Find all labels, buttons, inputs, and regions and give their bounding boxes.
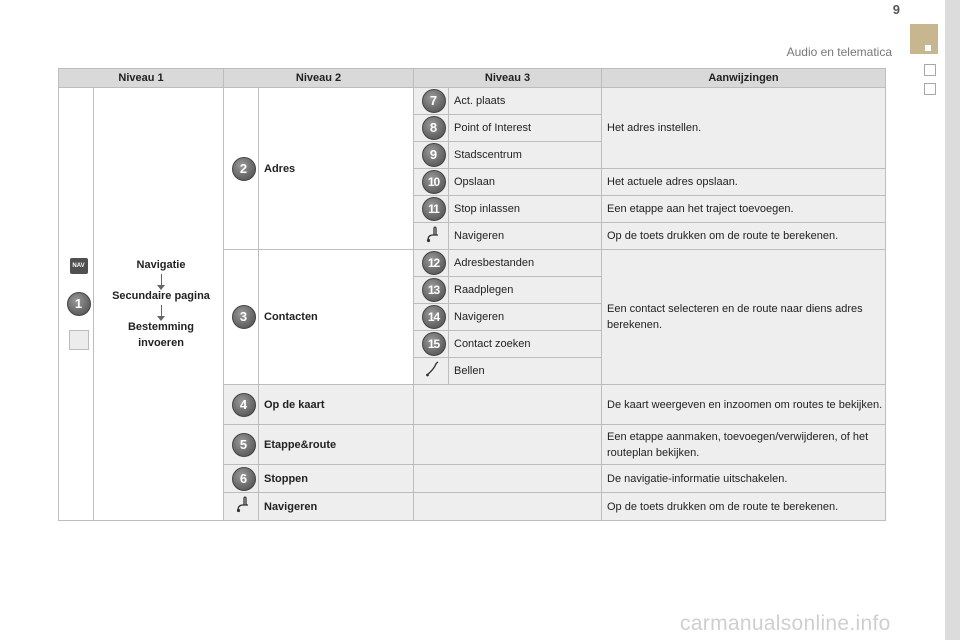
number-badge-icon: 1: [67, 292, 91, 316]
table-row: [59, 88, 886, 115]
number-badge-icon: 7: [422, 89, 446, 113]
level2-etappe-route: Etappe&route: [259, 425, 414, 465]
level3-icon-cell: [414, 223, 449, 250]
number-badge-icon: 5: [232, 433, 256, 457]
column-header: Niveau 3: [414, 69, 602, 88]
level3-label: Raadplegen: [449, 277, 602, 304]
number-badge-icon: 10: [422, 170, 446, 194]
level3-icon-cell: [414, 304, 449, 331]
level1-menu-path: [94, 88, 224, 521]
number-badge-icon: 6: [232, 467, 256, 491]
navigation-menu-table: [58, 68, 886, 521]
column-header: Niveau 2: [224, 69, 414, 88]
description-cell: Het actuele adres opslaan.: [602, 169, 886, 196]
hand-press-icon: [424, 225, 444, 243]
level1-invoeren: invoeren: [138, 337, 184, 349]
checkered-flag-icon: [69, 330, 89, 350]
number-badge-icon: 12: [422, 251, 446, 275]
empty-cell: [414, 465, 602, 493]
description-cell: Op de toets drukken om de route te berekenen.: [602, 493, 886, 521]
number-badge-icon: 13: [422, 278, 446, 302]
table-header-row: [59, 69, 886, 88]
level3-label: Navigeren: [449, 304, 602, 331]
empty-cell: [414, 385, 602, 425]
level3-icon-cell: [414, 142, 449, 169]
level2-op-de-kaart: Op de kaart: [259, 385, 414, 425]
arrow-down-icon: [161, 305, 162, 317]
description-cell: Een etappe aanmaken, toevoegen/verwijderen, of het routeplan bekijken.: [602, 425, 886, 465]
level2-contacten: Contacten: [259, 250, 414, 385]
level3-icon-cell: [414, 196, 449, 223]
level3-label: Stop inlassen: [449, 196, 602, 223]
chapter-tab-box[interactable]: [924, 64, 936, 76]
level3-icon-cell: [414, 358, 449, 385]
level2-icon-cell: [224, 88, 259, 250]
chapter-tab-box[interactable]: [924, 83, 936, 95]
level2-adres: Adres: [259, 88, 414, 250]
level2-icon-cell: [224, 465, 259, 493]
page-side-strip: [945, 0, 960, 640]
level2-stoppen: Stoppen: [259, 465, 414, 493]
description-cell: Een etappe aan het traject toevoegen.: [602, 196, 886, 223]
empty-cell: [414, 493, 602, 521]
level3-label: Opslaan: [449, 169, 602, 196]
number-badge-icon: 15: [422, 332, 446, 356]
level3-icon-cell: [414, 250, 449, 277]
watermark: carmanualsonline.info: [680, 612, 891, 635]
level2-icon-cell: [224, 250, 259, 385]
level2-icon-cell: [224, 385, 259, 425]
level3-label: Adresbestanden: [449, 250, 602, 277]
chapter-tab-active[interactable]: [910, 24, 938, 54]
level3-label: Act. plaats: [449, 88, 602, 115]
description-cell: Een contact selecteren en de route naar diens adres berekenen.: [602, 250, 886, 385]
description-cell: Het adres instellen.: [602, 88, 886, 169]
level2-icon-cell: [224, 493, 259, 521]
level3-label: Navigeren: [449, 223, 602, 250]
level1-icon-cell: [59, 88, 94, 521]
nav-key-icon: NAV: [70, 258, 88, 274]
column-header: Niveau 1: [59, 69, 224, 88]
description-cell: De kaart weergeven en inzoomen om routes te bekijken.: [602, 385, 886, 425]
number-badge-icon: 9: [422, 143, 446, 167]
column-header: Aanwijzingen: [602, 69, 886, 88]
level2-icon-cell: [224, 425, 259, 465]
level3-label: Bellen: [449, 358, 602, 385]
level3-icon-cell: [414, 331, 449, 358]
number-badge-icon: 4: [232, 393, 256, 417]
level3-icon-cell: [414, 88, 449, 115]
number-badge-icon: 3: [232, 305, 256, 329]
page-number: 9: [892, 2, 900, 17]
arrow-down-icon: [161, 274, 162, 286]
level3-icon-cell: [414, 169, 449, 196]
empty-cell: [414, 425, 602, 465]
level3-icon-cell: [414, 115, 449, 142]
number-badge-icon: 8: [422, 116, 446, 140]
section-title: Audio en telematica: [786, 45, 892, 59]
number-badge-icon: 2: [232, 157, 256, 181]
description-cell: De navigatie-informatie uitschakelen.: [602, 465, 886, 493]
level1-bestemming: Bestemming: [127, 321, 195, 333]
description-cell: Op de toets drukken om de route te berekenen.: [602, 223, 886, 250]
level3-label: Stadscentrum: [449, 142, 602, 169]
level1-navigatie: Navigatie: [136, 259, 186, 271]
hand-press-icon: [234, 495, 254, 513]
level1-secundaire-pagina: Secundaire pagina: [112, 290, 210, 302]
number-badge-icon: 11: [422, 197, 446, 221]
level2-navigeren: Navigeren: [259, 493, 414, 521]
number-badge-icon: 14: [422, 305, 446, 329]
hand-press-icon: [424, 360, 444, 378]
level3-label: Contact zoeken: [449, 331, 602, 358]
level3-label: Point of Interest: [449, 115, 602, 142]
level3-icon-cell: [414, 277, 449, 304]
